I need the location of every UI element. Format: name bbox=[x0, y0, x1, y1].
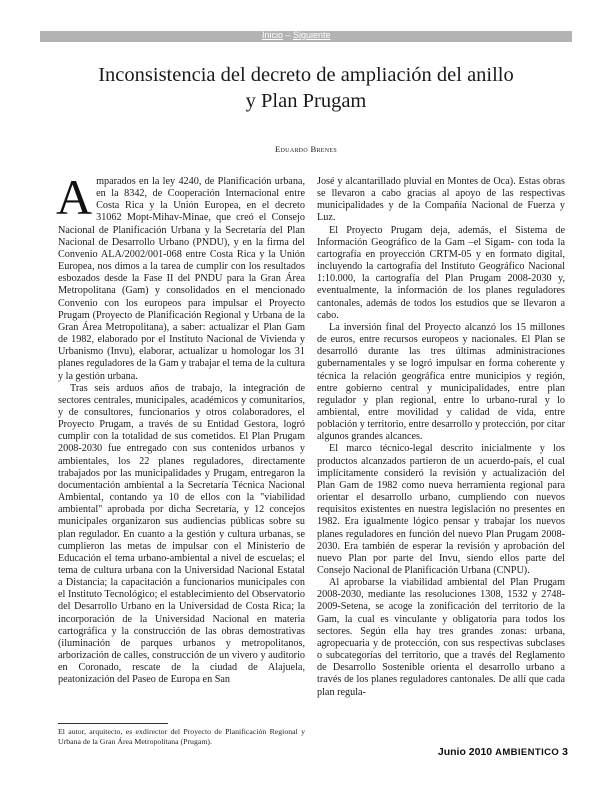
right-column bbox=[317, 176, 565, 699]
paragraph: Al aprobarse la viabilidad ambiental del Plan Prugam 2008-2030, mediante las resoluciones 1308, 1532 y 2748-2009-Setena, se acoge la zonificación del territorio de la Gam, la cual es vinculante y obligatoria para todos los sectores. Según ella hay tres grandes zonas: urbana, agropecuaria y de protección, con sus respectivas subclases o subcategorías del territorio, que a través del Reglamento de Desarrollo Sostenible orienta el desarrollo urbano a través de los planes reguladores cantonales. De allí que cada plan regula- bbox=[317, 577, 565, 698]
paragraph: José y alcantarillado pluvial en Montes de Oca). Estas obras se llevaron a cabo gracias al apoyo de las respectivas municipalidades y de la Compañía Nacional de Fuerza y Luz. bbox=[317, 176, 565, 224]
page-footer bbox=[438, 746, 568, 758]
footnote: El autor, arquitecto, es exdirector del Proyecto de Planificación Regional y Urbana de la Gran Área Metropolitana (Prugam). bbox=[58, 727, 305, 746]
paragraph: El marco técnico-legal descrito inicialmente y los productos alcanzados partieron de un acuerdo-país, el cual implícitamente consideró la revisión y actualización del Plan Gam de 1982 como nueva herramienta regional para orientar el desarrollo urbano, cumpliendo con nuevos requisitos existentes en nuestra legislación no presentes en 1982. Era igualmente lógico pensar y trabajar los nuevos planes reguladores en función del nuevo Plan Prugam 2008-2030. Era también de esperar la revisión y aprobación del nuevo Plan por parte del Invu, siendo ellos parte del Consejo Nacional de Planificación Urbana (CNPU). bbox=[317, 443, 565, 576]
article-author: Eduardo Brenes bbox=[275, 144, 337, 154]
nav-link-siguiente[interactable]: Siguiente bbox=[293, 30, 331, 40]
page-number: 3 bbox=[562, 746, 568, 758]
paragraph-text: mparados en la ley 4240, de Planificación urbana, en la 8342, de Cooperación Internacional entre Costa Rica y la Unión Europea, en el decreto 31062 Mopt-Mihav-Minae, que creó el Consejo Nacional de Planificación Urbana y la Secretaría del Plan Nacional de Desarrollo Urbano (PNDU), y en la firma del Convenio ALA/2002/001-068 entre Costa Rica y la Unión Europea, nos dimos a la tarea de cumplir con los resultados esbozados desde la Fase II del PNDU para la Gran Área Metropolitana (Gam) y consolidados en el mencionado Convenio con los europeos para impulsar el Proyecto Prugam (Proyecto de Planificación Regional y Urbana de la Gran Área Metropolitana), a saber: actualizar el Plan Gam de 1982, elaborado por el Instituto Nacional de Vivienda y Urbanismo (Invu), elaborar, actualizar u homologar los 31 planes reguladores de la Gam y trabajar el tema de la cultura y la gestión urbana. bbox=[58, 176, 305, 382]
top-navigation-bar bbox=[40, 31, 572, 42]
paragraph: La inversión final del Proyecto alcanzó los 15 millones de euros, entre recursos europeos y nacionales. El Plan se desarrolló durante las tres últimas administraciones gubernamentales y se logró impulsar en forma coherente y técnica la relación geográfica entre municipios y región, entre gobierno central y municipalidades, entre plan regulador y plan regional, entre lo urbano-rural y lo ambiental, entre movilidad y calidad de vida, entre población y territorio, entre desarrollo y protección, por citar algunos grandes alcances. bbox=[317, 321, 565, 443]
nav-links bbox=[262, 30, 331, 40]
magazine-logo: AMBIENTICO bbox=[495, 747, 560, 758]
paragraph bbox=[56, 169, 305, 383]
nav-separator: – bbox=[283, 30, 294, 40]
title-line-1: Inconsistencia del decreto de ampliación del anillo bbox=[98, 64, 514, 86]
title-line-2: y Plan Prugam bbox=[245, 90, 367, 112]
drop-cap: A bbox=[56, 169, 93, 225]
footnote-divider bbox=[58, 723, 168, 724]
issue-date: Junio 2010 bbox=[437, 746, 493, 758]
left-column bbox=[56, 169, 305, 687]
paragraph: El Proyecto Prugam deja, además, el Sistema de Información Geográfico de la Gam –el Sigam- con toda la cartografía en proyección CRTM-05 y en formato digital, incluyendo la cartografía del Instituto Geográfico Nacional 1:10.000, la cartografía del Plan Prugam 2008-2030 y, eventualmente, la información de los planes reguladores cantonales, además de todos los estudios que se llevaron a cabo. bbox=[317, 224, 565, 321]
article-title bbox=[40, 62, 572, 114]
nav-link-inicio[interactable]: Inicio bbox=[262, 30, 284, 40]
paragraph: Tras seis arduos años de trabajo, la integración de sectores centrales, municipales, académicos y comunitarios, y de consultores, funcionarios y otros colaboradores, el Proyecto Prugam, a través de su Entidad Gestora, logró cumplir con la totalidad de sus cometidos. El Plan Prugam 2008-2030 fue entregado con sus contenidos urbanos y ambientales, los 22 planes reguladores, directamente trabajados por las municipalidades y Prugam, entregaron la documentación ambiental a la Secretaría Técnica Nacional Ambiental, contando ya 10 de ellos con la "viabilidad ambiental" aprobada por dicha Secretaría, y 12 concejos municipales organizaron sus audiencias públicas sobre su plan regulador. En cuanto a la gestión y cultura urbanas, se cumplieron las metas de impulsar con el Ministerio de Educación el tema urbano-ambiental a nivel de escuelas; el tema de cultura urbana con la Universidad Nacional Estatal a Distancia; la capacitación a funcionarios municipales con el Instituto Tecnológico; el establecimiento del Observatorio del Desarrollo Urbano en la Universidad de Costa Rica; la incorporación de la Universidad Nacional en materia cartográfica y la construcción de las obras demostrativas (iluminación de parques urbanos y metropolitanos, arborización de calles, construcción de un vivero y auditorio en Coronado, rescate de la ciudad de Alajuela, peatonización del Paseo de Europa en San bbox=[58, 382, 305, 686]
